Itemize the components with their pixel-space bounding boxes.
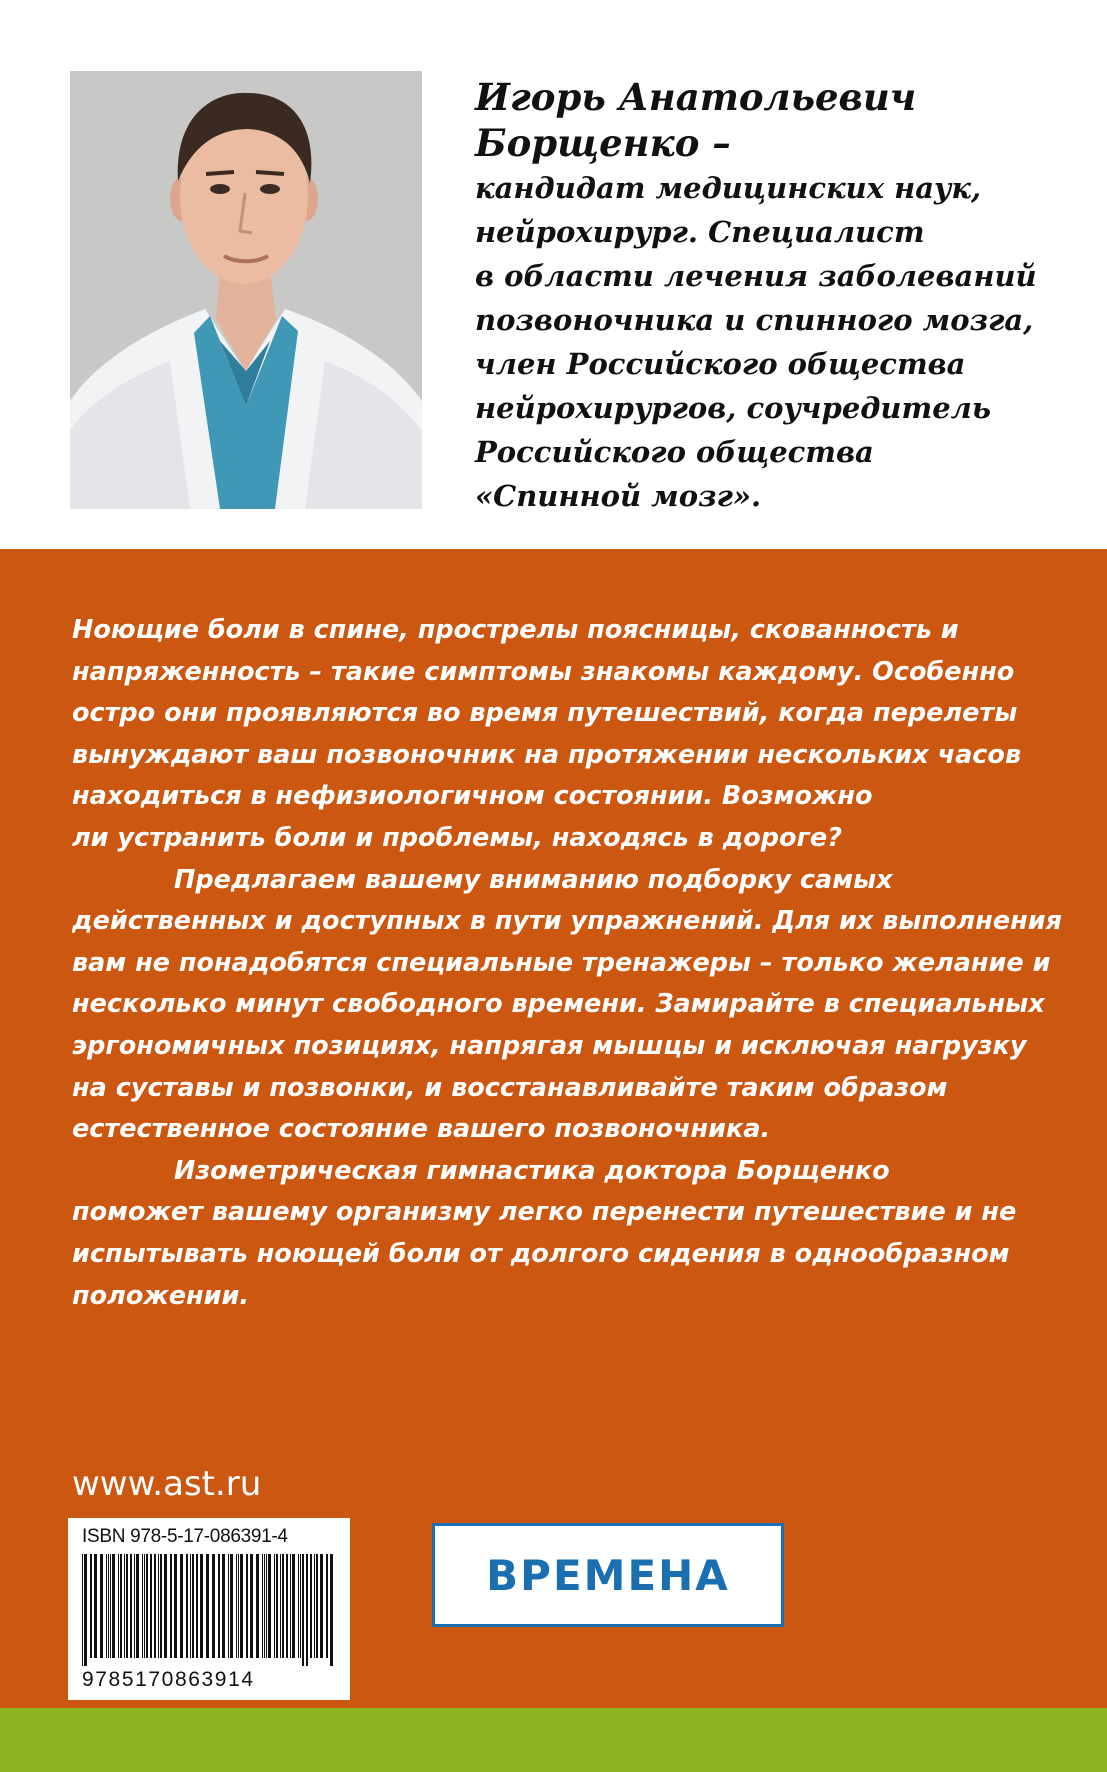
author-bio-line-2: нейрохирург. Специалист [475, 215, 925, 249]
ean-digits: 9785170863914 [82, 1668, 255, 1691]
bottom-green-band [0, 1708, 1107, 1772]
publisher-website: www.ast.ru [72, 1464, 262, 1504]
description-line: эргономичных позициях, напрягая мышцы и исключая нагрузку [72, 1030, 1027, 1061]
publisher-logo [432, 1523, 784, 1627]
publisher-logo-text: ВРЕМЕНА [486, 1550, 730, 1600]
description-line: несколько минут свободного времени. Замирайте в специальных [72, 989, 1045, 1020]
author-bio-line-6: нейрохирургов, соучредитель [475, 391, 992, 425]
description-line: положении. [72, 1280, 250, 1311]
author-bio-line-7: Российского общества [475, 435, 874, 469]
description-line: испытывать ноющей боли от долгого сидения в однообразном [72, 1238, 1010, 1269]
description-line: Изометрическая гимнастика доктора Борщенко [174, 1155, 890, 1186]
description-line: естественное состояние вашего позвоночника. [72, 1114, 771, 1145]
description-line: поможет вашему организму легко перенести путешествие и не [72, 1197, 1017, 1228]
author-name-line-2: Борщенко – [475, 121, 731, 165]
author-bio-line-3: в области лечения заболеваний [475, 259, 1037, 293]
isbn-number: ISBN 978-5-17-086391-4 [82, 1526, 288, 1547]
author-bio-line-8: «Спинной мозг». [475, 479, 762, 513]
author-photo [70, 71, 422, 509]
description-line: на суставы и позвонки, и восстанавливайте таким образом [72, 1072, 948, 1103]
author-portrait-image [70, 71, 422, 509]
description-line: действенных и доступных в пути упражнений. Для их выполнения [72, 906, 1063, 937]
description-line: остро они проявляются во время путешествий, когда перелеты [72, 698, 1018, 729]
book-description [72, 610, 1072, 1317]
description-line: напряженность – такие симптомы знакомы каждому. Особенно [72, 656, 1015, 687]
author-bio-line-4: позвоночника и спинного мозга, [475, 303, 1034, 337]
isbn-barcode [68, 1518, 350, 1700]
description-line: Предлагаем вашему вниманию подборку самых [174, 864, 893, 895]
description-line: находиться в нефизиологичном состоянии. Возможно [72, 781, 873, 812]
description-line: ли устранить боли и проблемы, находясь в дороге? [72, 822, 842, 853]
author-bio-line-1: кандидат медицинских наук, [475, 171, 982, 205]
description-line: вынуждают ваш позвоночник на протяжении нескольких часов [72, 739, 1022, 770]
description-line: вам не понадобятся специальные тренажеры – только желание и [72, 947, 1051, 978]
author-name-line-1: Игорь Анатольевич [475, 75, 917, 119]
author-section [0, 0, 1107, 549]
description-line: Ноющие боли в спине, прострелы поясницы, скованность и [72, 615, 959, 645]
author-bio-line-5: член Российского общества [475, 347, 966, 381]
author-bio [475, 74, 1075, 518]
barcode-bars [80, 1554, 338, 1666]
